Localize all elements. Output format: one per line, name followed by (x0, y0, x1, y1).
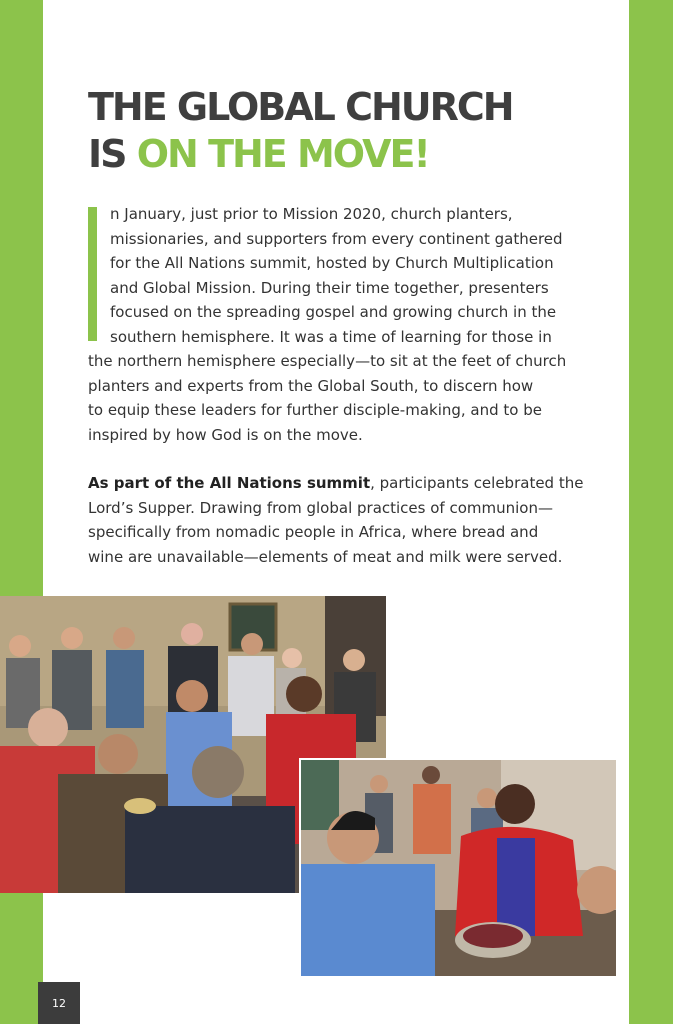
communion-line-first (88, 471, 583, 496)
intro-line: missionaries, and supporters from every continent gathered (110, 229, 563, 248)
intro-line: focused on the spreading gospel and growing church in the (110, 303, 557, 321)
title-line-1: THE GLOBAL CHURCH (88, 85, 513, 129)
intro-line: and Global Mission. During their time together, presenters (110, 278, 549, 297)
communion-tray-illustration (301, 760, 616, 976)
intro-paragraph-continued (88, 349, 566, 447)
intro-paragraph (110, 202, 563, 349)
communion-line: wine are unavailable—elements of meat and milk were served. (88, 547, 563, 566)
communion-line: Lord’s Supper. Drawing from global practices of communion— (88, 498, 553, 517)
title-line-2-prefix: IS (88, 132, 137, 176)
intro-line: for the All Nations summit, hosted by Church Multiplication (110, 254, 554, 272)
communion-paragraph (88, 471, 583, 569)
intro-line: to equip these leaders for further disciple-making, and to be (88, 401, 542, 419)
communion-line-rest: , participants celebrated the (370, 474, 584, 492)
communion-tray-photo (301, 760, 616, 976)
page-title (88, 84, 513, 178)
intro-line: n January, just prior to Mission 2020, church planters, (110, 205, 513, 223)
intro-line: the northern hemisphere especially—to sit at the feet of church (88, 352, 567, 370)
bold-lead-in: As part of the All Nations summit (88, 474, 371, 492)
intro-line: planters and experts from the Global South, to discern how (88, 376, 534, 395)
title-line-2-accent: ON THE MOVE! (136, 132, 429, 176)
intro-line: inspired by how God is on the move. (88, 425, 363, 444)
communion-line: specifically from nomadic people in Africa, where bread and (88, 523, 539, 541)
drop-cap-letter-i (88, 207, 97, 341)
page-number: 12 (52, 996, 66, 1010)
intro-line: southern hemisphere. It was a time of learning for those in (110, 327, 552, 346)
page-number-box (38, 982, 80, 1024)
right-green-border (629, 0, 673, 1024)
